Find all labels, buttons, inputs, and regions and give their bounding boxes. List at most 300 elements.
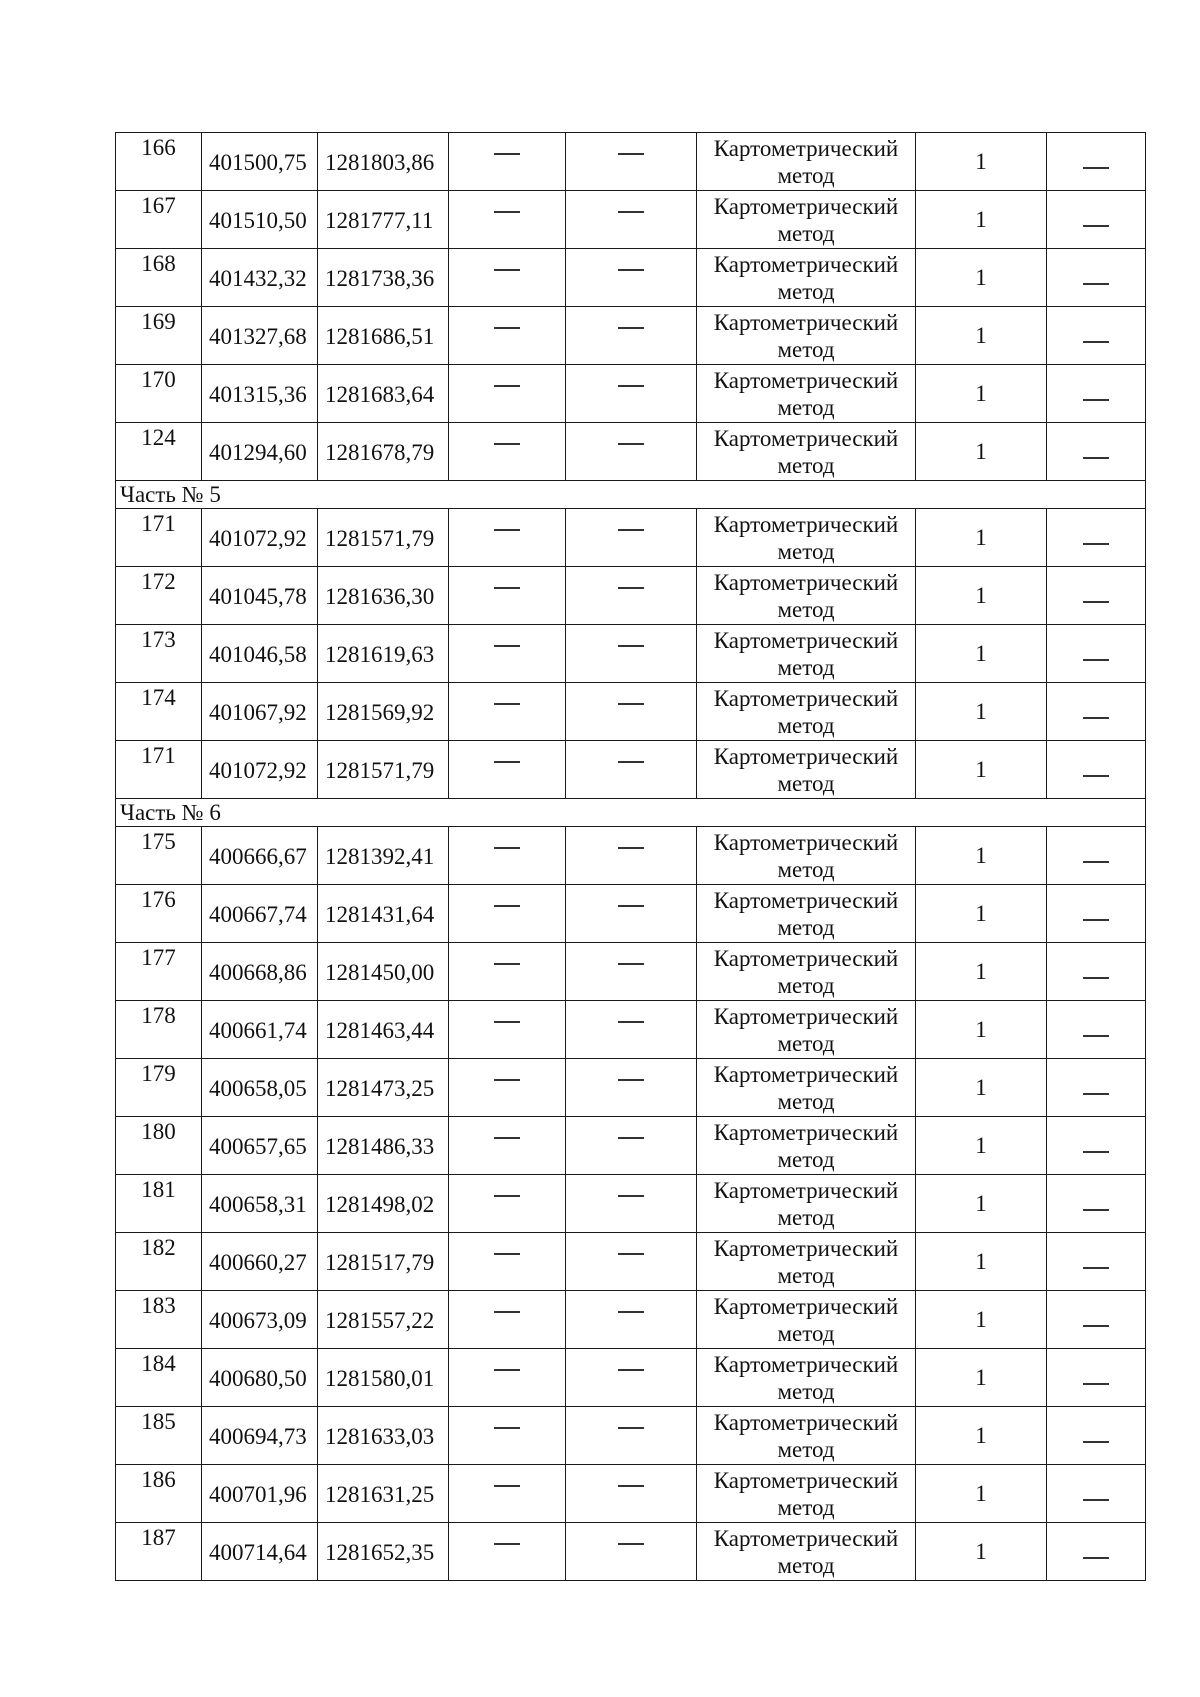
method-cell	[697, 1233, 916, 1291]
point-number-cell: 170	[116, 365, 202, 423]
method-label-line2: метод	[777, 1494, 835, 1520]
method-label-line1: Картометрический	[713, 309, 899, 335]
y-coordinate-cell: 1281486,33	[318, 1117, 449, 1175]
part-header-row	[116, 481, 1146, 509]
method-cell	[697, 1175, 916, 1233]
method-label-line2: метод	[777, 1378, 835, 1404]
table-row	[116, 943, 1146, 1001]
dash-cell	[449, 423, 566, 481]
dash-mark	[1083, 1499, 1109, 1501]
x-coordinate-cell: 401510,50	[202, 191, 318, 249]
method-label-line2: метод	[777, 336, 835, 362]
method-cell	[697, 191, 916, 249]
dash-mark	[494, 211, 520, 213]
dash-mark	[618, 645, 644, 647]
dash-mark	[1083, 543, 1109, 545]
dash-cell	[566, 1117, 697, 1175]
table-row	[116, 509, 1146, 567]
y-coordinate-cell: 1281571,79	[318, 741, 449, 799]
point-number-cell: 174	[116, 683, 202, 741]
dash-mark	[494, 1485, 520, 1487]
method-label-line2: метод	[777, 770, 835, 796]
dash-mark	[494, 761, 520, 763]
table-row	[116, 1117, 1146, 1175]
method-label-line2: метод	[777, 1146, 835, 1172]
accuracy-cell: 1	[916, 1233, 1047, 1291]
x-coordinate-cell: 401327,68	[202, 307, 318, 365]
method-label-line1: Картометрический	[713, 1119, 899, 1145]
table-row	[116, 1523, 1146, 1581]
method-label-line1: Картометрический	[713, 1467, 899, 1493]
dash-cell	[1047, 191, 1146, 249]
dash-cell	[449, 1233, 566, 1291]
y-coordinate-cell: 1281631,25	[318, 1465, 449, 1523]
dash-cell	[449, 683, 566, 741]
dash-mark	[494, 1137, 520, 1139]
dash-cell	[1047, 1001, 1146, 1059]
dash-cell	[1047, 741, 1146, 799]
y-coordinate-cell: 1281431,64	[318, 885, 449, 943]
method-label-line1: Картометрический	[713, 829, 899, 855]
table-row	[116, 191, 1146, 249]
point-number-cell: 184	[116, 1349, 202, 1407]
method-cell	[697, 423, 916, 481]
dash-mark	[618, 587, 644, 589]
dash-mark	[1083, 1325, 1109, 1327]
table-row	[116, 567, 1146, 625]
dash-cell	[449, 249, 566, 307]
dash-cell	[449, 885, 566, 943]
dash-cell	[566, 133, 697, 191]
method-label-line1: Картометрический	[713, 1003, 899, 1029]
method-label-line2: метод	[777, 1204, 835, 1230]
dash-cell	[566, 1465, 697, 1523]
dash-mark	[1083, 659, 1109, 661]
point-number-cell: 173	[116, 625, 202, 683]
dash-mark	[1083, 977, 1109, 979]
dash-mark	[1083, 1557, 1109, 1559]
accuracy-cell: 1	[916, 307, 1047, 365]
method-label-line2: метод	[777, 972, 835, 998]
dash-cell	[1047, 943, 1146, 1001]
method-label-line1: Картометрический	[713, 1409, 899, 1435]
y-coordinate-cell: 1281450,00	[318, 943, 449, 1001]
dash-cell	[1047, 625, 1146, 683]
x-coordinate-cell: 401432,32	[202, 249, 318, 307]
y-coordinate-cell: 1281678,79	[318, 423, 449, 481]
dash-cell	[1047, 249, 1146, 307]
x-coordinate-cell: 400668,86	[202, 943, 318, 1001]
point-number-cell: 124	[116, 423, 202, 481]
method-cell	[697, 1465, 916, 1523]
dash-mark	[494, 1543, 520, 1545]
dash-mark	[1083, 457, 1109, 459]
table-row	[116, 365, 1146, 423]
method-cell	[697, 365, 916, 423]
method-label-line1: Картометрический	[713, 1525, 899, 1551]
method-label-line2: метод	[777, 1262, 835, 1288]
dash-cell	[566, 1407, 697, 1465]
dash-cell	[1047, 885, 1146, 943]
point-number-cell: 175	[116, 827, 202, 885]
dash-mark	[618, 327, 644, 329]
method-label-line1: Картометрический	[713, 887, 899, 913]
dash-cell	[449, 741, 566, 799]
method-cell	[697, 509, 916, 567]
x-coordinate-cell: 400657,65	[202, 1117, 318, 1175]
y-coordinate-cell: 1281392,41	[318, 827, 449, 885]
x-coordinate-cell: 401072,92	[202, 509, 318, 567]
table-row	[116, 827, 1146, 885]
method-cell	[697, 1291, 916, 1349]
accuracy-cell: 1	[916, 365, 1047, 423]
x-coordinate-cell: 401072,92	[202, 741, 318, 799]
method-cell	[697, 1349, 916, 1407]
x-coordinate-cell: 401067,92	[202, 683, 318, 741]
dash-cell	[1047, 509, 1146, 567]
dash-cell	[449, 1117, 566, 1175]
x-coordinate-cell: 400701,96	[202, 1465, 318, 1523]
dash-cell	[566, 1059, 697, 1117]
dash-cell	[566, 1291, 697, 1349]
method-cell	[697, 1001, 916, 1059]
accuracy-cell: 1	[916, 1523, 1047, 1581]
dash-mark	[1083, 1035, 1109, 1037]
dash-cell	[1047, 1465, 1146, 1523]
dash-mark	[1083, 167, 1109, 169]
y-coordinate-cell: 1281738,36	[318, 249, 449, 307]
table-body	[116, 133, 1146, 1581]
accuracy-cell: 1	[916, 509, 1047, 567]
dash-mark	[1083, 399, 1109, 401]
method-cell	[697, 567, 916, 625]
dash-mark	[618, 963, 644, 965]
table-row	[116, 307, 1146, 365]
point-number-cell: 178	[116, 1001, 202, 1059]
dash-mark	[494, 153, 520, 155]
method-label-line2: метод	[777, 220, 835, 246]
dash-mark	[494, 1195, 520, 1197]
dash-mark	[1083, 1209, 1109, 1211]
y-coordinate-cell: 1281580,01	[318, 1349, 449, 1407]
dash-cell	[566, 567, 697, 625]
dash-mark	[494, 905, 520, 907]
method-label-line2: метод	[777, 914, 835, 940]
dash-cell	[566, 683, 697, 741]
method-label-line1: Картометрический	[713, 367, 899, 393]
x-coordinate-cell: 400673,09	[202, 1291, 318, 1349]
dash-cell	[449, 1175, 566, 1233]
dash-cell	[566, 1175, 697, 1233]
table-row	[116, 1175, 1146, 1233]
dash-mark	[494, 1369, 520, 1371]
method-label-line2: метод	[777, 162, 835, 188]
x-coordinate-cell: 401294,60	[202, 423, 318, 481]
y-coordinate-cell: 1281683,64	[318, 365, 449, 423]
method-label-line1: Картометрический	[713, 945, 899, 971]
accuracy-cell: 1	[916, 249, 1047, 307]
dash-cell	[566, 307, 697, 365]
accuracy-cell: 1	[916, 1175, 1047, 1233]
point-number-cell: 186	[116, 1465, 202, 1523]
dash-cell	[449, 567, 566, 625]
dash-cell	[566, 423, 697, 481]
method-cell	[697, 683, 916, 741]
accuracy-cell: 1	[916, 827, 1047, 885]
dash-mark	[494, 1427, 520, 1429]
method-cell	[697, 625, 916, 683]
accuracy-cell: 1	[916, 1465, 1047, 1523]
dash-mark	[1083, 717, 1109, 719]
y-coordinate-cell: 1281557,22	[318, 1291, 449, 1349]
dash-mark	[494, 443, 520, 445]
dash-cell	[1047, 1407, 1146, 1465]
accuracy-cell: 1	[916, 567, 1047, 625]
method-cell	[697, 943, 916, 1001]
method-label-line2: метод	[777, 596, 835, 622]
dash-cell	[1047, 307, 1146, 365]
method-label-line1: Картометрический	[713, 627, 899, 653]
method-label-line1: Картометрический	[713, 1293, 899, 1319]
dash-cell	[1047, 1175, 1146, 1233]
dash-mark	[618, 211, 644, 213]
method-label-line2: метод	[777, 856, 835, 882]
y-coordinate-cell: 1281463,44	[318, 1001, 449, 1059]
dash-cell	[449, 827, 566, 885]
method-label-line2: метод	[777, 654, 835, 680]
y-coordinate-cell: 1281571,79	[318, 509, 449, 567]
accuracy-cell: 1	[916, 1291, 1047, 1349]
x-coordinate-cell: 401045,78	[202, 567, 318, 625]
point-number-cell: 168	[116, 249, 202, 307]
method-label-line2: метод	[777, 452, 835, 478]
method-label-line1: Картометрический	[713, 425, 899, 451]
point-number-cell: 179	[116, 1059, 202, 1117]
y-coordinate-cell: 1281636,30	[318, 567, 449, 625]
dash-cell	[1047, 1523, 1146, 1581]
dash-cell	[449, 133, 566, 191]
dash-cell	[566, 1233, 697, 1291]
dash-cell	[449, 509, 566, 567]
table-row	[116, 683, 1146, 741]
dash-mark	[618, 1311, 644, 1313]
point-number-cell: 183	[116, 1291, 202, 1349]
dash-cell	[566, 827, 697, 885]
coordinates-table	[115, 132, 1146, 1581]
dash-cell	[1047, 567, 1146, 625]
dash-mark	[618, 1253, 644, 1255]
dash-mark	[618, 703, 644, 705]
method-cell	[697, 827, 916, 885]
dash-cell	[449, 943, 566, 1001]
method-label-line2: метод	[777, 1320, 835, 1346]
dash-mark	[1083, 283, 1109, 285]
x-coordinate-cell: 401046,58	[202, 625, 318, 683]
y-coordinate-cell: 1281803,86	[318, 133, 449, 191]
method-label-line2: метод	[777, 538, 835, 564]
dash-cell	[566, 625, 697, 683]
y-coordinate-cell: 1281473,25	[318, 1059, 449, 1117]
dash-cell	[1047, 133, 1146, 191]
dash-mark	[1083, 601, 1109, 603]
point-number-cell: 181	[116, 1175, 202, 1233]
method-cell	[697, 133, 916, 191]
dash-cell	[566, 741, 697, 799]
dash-cell	[449, 1523, 566, 1581]
dash-mark	[1083, 1267, 1109, 1269]
method-label-line2: метод	[777, 1436, 835, 1462]
accuracy-cell: 1	[916, 1001, 1047, 1059]
accuracy-cell: 1	[916, 423, 1047, 481]
dash-mark	[1083, 1151, 1109, 1153]
point-number-cell: 177	[116, 943, 202, 1001]
accuracy-cell: 1	[916, 741, 1047, 799]
method-cell	[697, 307, 916, 365]
dash-mark	[494, 847, 520, 849]
accuracy-cell: 1	[916, 625, 1047, 683]
method-label-line2: метод	[777, 278, 835, 304]
dash-mark	[494, 703, 520, 705]
dash-mark	[1083, 1441, 1109, 1443]
method-cell	[697, 249, 916, 307]
x-coordinate-cell: 400661,74	[202, 1001, 318, 1059]
dash-mark	[618, 1079, 644, 1081]
dash-mark	[1083, 861, 1109, 863]
dash-mark	[618, 1021, 644, 1023]
dash-mark	[618, 529, 644, 531]
dash-cell	[449, 1349, 566, 1407]
dash-mark	[494, 385, 520, 387]
method-cell	[697, 1117, 916, 1175]
method-label-line1: Картометрический	[713, 511, 899, 537]
table-row	[116, 741, 1146, 799]
dash-cell	[449, 365, 566, 423]
method-label-line1: Картометрический	[713, 1235, 899, 1261]
point-number-cell: 180	[116, 1117, 202, 1175]
table-row	[116, 423, 1146, 481]
dash-cell	[449, 191, 566, 249]
accuracy-cell: 1	[916, 133, 1047, 191]
dash-cell	[566, 1001, 697, 1059]
table-row	[116, 1349, 1146, 1407]
y-coordinate-cell: 1281517,79	[318, 1233, 449, 1291]
dash-cell	[449, 1407, 566, 1465]
dash-mark	[494, 1253, 520, 1255]
method-label-line1: Картометрический	[713, 743, 899, 769]
dash-cell	[1047, 683, 1146, 741]
method-cell	[697, 1059, 916, 1117]
dash-mark	[494, 1311, 520, 1313]
dash-cell	[449, 1001, 566, 1059]
dash-mark	[494, 269, 520, 271]
method-label-line1: Картометрический	[713, 251, 899, 277]
method-label-line1: Картометрический	[713, 193, 899, 219]
dash-cell	[566, 191, 697, 249]
y-coordinate-cell: 1281633,03	[318, 1407, 449, 1465]
method-cell	[697, 1523, 916, 1581]
dash-mark	[618, 1543, 644, 1545]
point-number-cell: 172	[116, 567, 202, 625]
dash-cell	[1047, 365, 1146, 423]
dash-cell	[449, 625, 566, 683]
dash-cell	[449, 1291, 566, 1349]
dash-cell	[1047, 827, 1146, 885]
table-row	[116, 133, 1146, 191]
x-coordinate-cell: 400694,73	[202, 1407, 318, 1465]
x-coordinate-cell: 400658,31	[202, 1175, 318, 1233]
table-row	[116, 1059, 1146, 1117]
accuracy-cell: 1	[916, 191, 1047, 249]
point-number-cell: 185	[116, 1407, 202, 1465]
method-label-line1: Картометрический	[713, 1351, 899, 1377]
dash-cell	[566, 1349, 697, 1407]
dash-cell	[566, 249, 697, 307]
method-label-line1: Картометрический	[713, 569, 899, 595]
accuracy-cell: 1	[916, 943, 1047, 1001]
point-number-cell: 171	[116, 741, 202, 799]
y-coordinate-cell: 1281777,11	[318, 191, 449, 249]
dash-cell	[566, 365, 697, 423]
dash-mark	[494, 1079, 520, 1081]
dash-cell	[566, 885, 697, 943]
dash-mark	[1083, 225, 1109, 227]
part-label: Часть № 6	[116, 799, 1146, 827]
method-label-line2: метод	[777, 1552, 835, 1578]
dash-mark	[1083, 775, 1109, 777]
dash-cell	[1047, 423, 1146, 481]
dash-cell	[449, 1465, 566, 1523]
dash-mark	[618, 847, 644, 849]
dash-cell	[1047, 1291, 1146, 1349]
dash-mark	[494, 645, 520, 647]
table-row	[116, 1291, 1146, 1349]
x-coordinate-cell: 400667,74	[202, 885, 318, 943]
x-coordinate-cell: 401500,75	[202, 133, 318, 191]
table-row	[116, 885, 1146, 943]
dash-cell	[1047, 1349, 1146, 1407]
dash-mark	[494, 1021, 520, 1023]
y-coordinate-cell: 1281652,35	[318, 1523, 449, 1581]
method-cell	[697, 741, 916, 799]
dash-mark	[1083, 919, 1109, 921]
x-coordinate-cell: 400660,27	[202, 1233, 318, 1291]
dash-mark	[618, 761, 644, 763]
part-label: Часть № 5	[116, 481, 1146, 509]
x-coordinate-cell: 400714,64	[202, 1523, 318, 1581]
point-number-cell: 166	[116, 133, 202, 191]
dash-cell	[566, 943, 697, 1001]
method-label-line2: метод	[777, 394, 835, 420]
y-coordinate-cell: 1281686,51	[318, 307, 449, 365]
dash-mark	[494, 587, 520, 589]
accuracy-cell: 1	[916, 1117, 1047, 1175]
dash-mark	[1083, 1093, 1109, 1095]
y-coordinate-cell: 1281619,63	[318, 625, 449, 683]
table-row	[116, 249, 1146, 307]
method-label-line1: Картометрический	[713, 135, 899, 161]
method-cell	[697, 885, 916, 943]
y-coordinate-cell: 1281498,02	[318, 1175, 449, 1233]
point-number-cell: 187	[116, 1523, 202, 1581]
accuracy-cell: 1	[916, 885, 1047, 943]
dash-mark	[618, 153, 644, 155]
dash-cell	[1047, 1117, 1146, 1175]
dash-cell	[449, 1059, 566, 1117]
dash-mark	[618, 905, 644, 907]
point-number-cell: 167	[116, 191, 202, 249]
method-label-line1: Картометрический	[713, 685, 899, 711]
dash-cell	[566, 1523, 697, 1581]
